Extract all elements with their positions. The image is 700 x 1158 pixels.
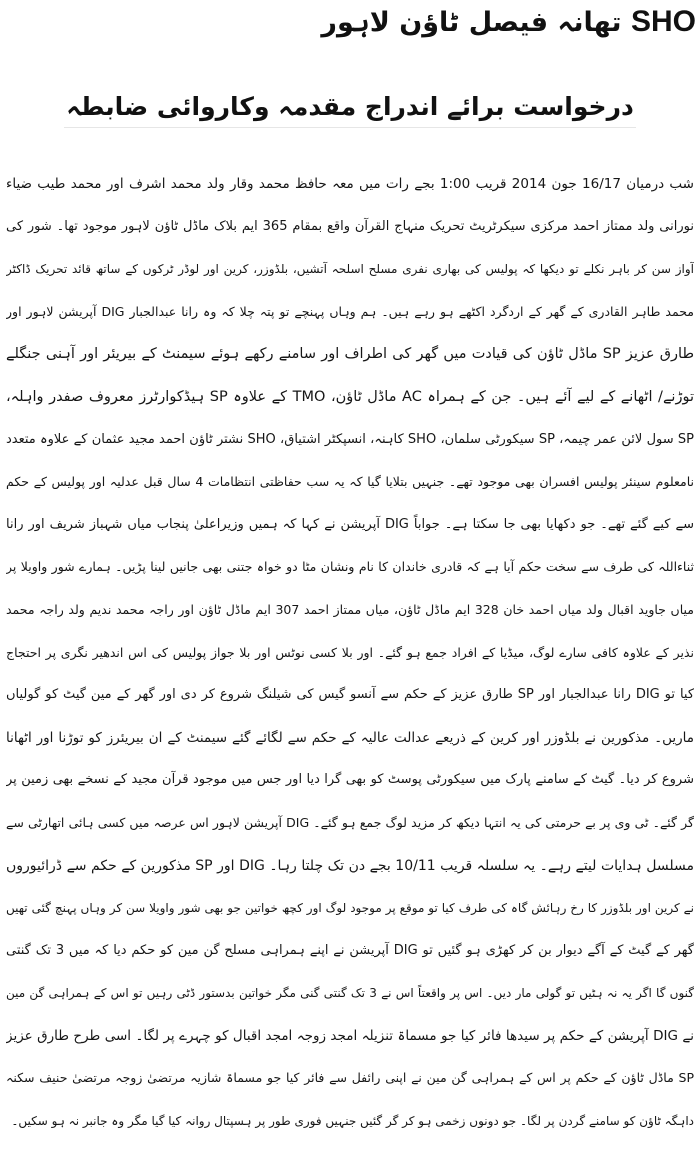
subtitle-text: درخواست برائے اندراج مقدمہ وکاروائی ضابطہ [64,89,636,128]
body-line: شب درمیان 16/17 جون 2014 قریب 1:00 بجے رات میں معہ حافظ محمد وقار ولد محمد اشرف اور محمد طیب ضیاء [6,176,694,192]
body-line: شروع کر دیا۔ گیٹ کے سامنے پارک میں سیکورٹی پوسٹ کو بھی گرا دیا اور جس میں موجود قرآن مجید کے نسخے بھی زمین پر [6,772,694,788]
body-line: توڑنے/ اٹھانے کے لیے آئے ہیں۔ جن کے ہمراہ AC ماڈل ٹاؤن، TMO کے علاوہ SP ہیڈکوارٹرز معروف صفدر واہلہ، [6,388,694,405]
body-line: SP سول لائن عمر چیمہ، SP سیکورٹی سلمان، SHO کاہنہ، انسپکٹر اشتیاق، SHO نشتر ٹاؤن احمد مجید عثمان کے علاوہ متعدد [6,431,694,447]
body-line: سے کیے گئے تھے۔ جو دکھایا بھی جا سکتا ہے۔ جواباً DIG آپریشن نے کہا کہ ہمیں وزیراعلیٰ پنجاب میاں شہباز شریف اور رانا [6,516,694,532]
body-line: گنوں گا اگر یہ نہ ہٹیں تو گولی مار دیں۔ اس پر واقعتاً اس نے 3 تک گنتی گنی مگر خواتین بدستور ڈٹی رہیں تو اس کے ہمراہی گن مین [6,986,694,1001]
body-line-last: داہگہ ٹاؤن کو سامنے گردن پر لگا۔ جو دونوں زخمی ہو کر گر گئیں جنہیں فوری طور پر ہسپتال روانہ کیا گیا مگر وہ جانبر نہ ہو سکیں۔ [11,1114,694,1129]
body-line: ثناءاللہ کی طرف سے سخت حکم آیا ہے کہ قادری خاندان کا نام ونشان مٹا دو خواہ جتنی بھی جانیں لینا پڑیں۔ ہمارے شور واویلا پر [6,559,694,575]
body-line: ماریں۔ مذکورین نے بلڈوزر اور کرین کے ذریعے عدالت عالیہ کے حکم سے لگائے گئے سیمنٹ کے ان بیریئرز کو توڑنا اور اٹھانا [6,729,694,746]
document-subtitle [0,89,700,128]
body-line: میاں جاوید اقبال ولد میاں احمد خان 328 ایم ماڈل ٹاؤن، میاں ممتاز احمد 307 ایم ماڈل ٹاؤن اور راجہ محمد ندیم ولد راجہ محمد [6,601,694,617]
header-title-text: تھانہ فیصل ٹاؤن لاہور [321,7,622,38]
body-line: کیا تو DIG رانا عبدالجبار اور SP طارق عزیز کے حکم سے آنسو گیس کی شیلنگ شروع کر دی اور گھر کے مین گیٹ کو گولیاں [6,687,694,703]
body-line: محمد طاہر القادری کے گھر کے اردگرد اکٹھے ہو رہے ہیں۔ ہم وہاں پہنچے تو پتہ چلا کہ وہ رانا عبدالجبار DIG آپریشن لاہور اور [6,303,694,319]
document-body [6,163,694,1143]
body-line: نورانی ولد ممتاز احمد مرکزی سیکرٹریٹ تحریک منہاج القرآن واقع بمقام 365 ایم بلاک ماڈل ٹاؤن لاہور موجود تھا۔ شور کی [6,218,694,234]
body-line: نے کرین اور بلڈوزر کا رخ رہائش گاہ کی طرف کیا تو موقع پر موجود لوگ اور کچھ خواتین جو بھی شور واویلا سن کر وہاں پہنچ گئی تھیں [6,901,694,916]
body-line: طارق عزیز SP ماڈل ٹاؤن کی قیادت میں گھر کی اطراف اور سامنے رکھے ہوئے سیمنٹ کے بیریئر اور آہنی جنگلے [6,346,694,363]
body-line: مسلسل ہدایات لیتے رہے۔ یہ سلسلہ قریب 10/11 بجے دن تک چلتا رہا۔ DIG اور SP مذکورین کے حکم سے ڈرائیوروں [6,857,694,874]
body-line: گھر کے گیٹ کے آگے دیوار بن کر کھڑی ہو گئیں تو DIG آپریشن نے اپنے ہمراہی مسلح گن مین کو حکم دیا کہ میں 3 تک گنتی [6,942,694,958]
body-line: گر گئے۔ ٹی وی پر بے حرمتی کی یہ انتہا دیکھ کر مزید لوگ جمع ہو گئے۔ DIG آپریشن لاہور اس عرصہ میں کسی ہائی اتھارٹی سے [6,814,694,830]
body-line: آواز سن کر باہر نکلے تو دیکھا کہ پولیس کی بھاری نفری مسلح اسلحہ آتشیں، بلڈوزر، کرین اور لوڈر ٹرکوں کے ساتھ قائد تحریک ڈاکٹر [6,262,694,277]
body-line: نذیر کے علاوہ کافی سارے لوگ، میڈیا کے افراد جمع ہو گئے۔ اور بلا کسی نوٹس اور بلا جواز پولیس کی اس اندھیر نگری پر احتجاج [6,644,694,660]
document-header-title [321,2,696,43]
body-line: SP ماڈل ٹاؤن کے حکم پر اس کے ہمراہی گن مین نے اپنی رائفل سے فائر کیا جو مسماۃ شازیہ مرتضیٰ زوجہ مرتضیٰ حنیف سکنہ [6,1070,694,1086]
body-line: نامعلوم سینئر پولیس افسران بھی موجود تھے۔ جنہیں بتلایا گیا کہ یہ سب حفاظتی انتظامات 4 سال قبل عدلیہ اور پولیس کے حکم [6,474,694,490]
header-title-abbreviation: SHO [630,5,696,38]
body-line: نے DIG آپریشن کے حکم پر سیدھا فائر کیا جو مسماۃ تنزیلہ امجد زوجہ امجد اقبال کو چہرے پر لگا۔ اسی طرح طارق عزیز [6,1027,694,1044]
